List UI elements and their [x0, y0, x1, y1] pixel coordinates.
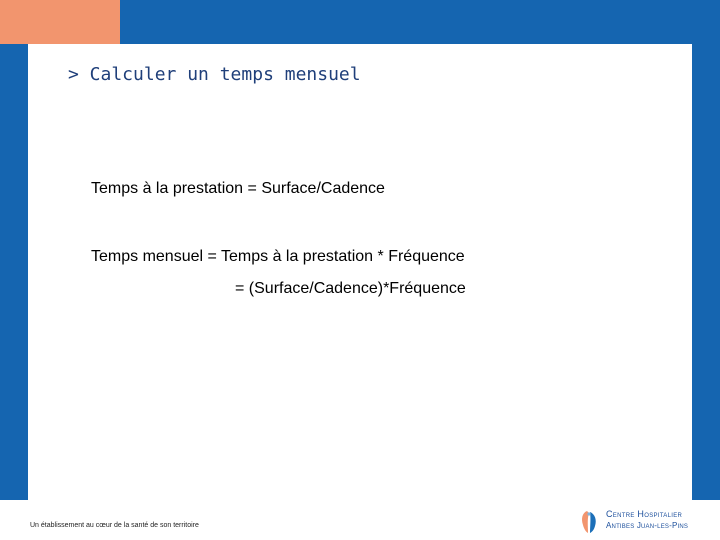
hospital-logo-icon: [578, 509, 600, 535]
footer: [0, 500, 720, 540]
formula-line-3: = (Surface/Cadence)*Fréquence: [235, 280, 466, 297]
hospital-logo: [578, 508, 718, 536]
formula-line-1: Temps à la prestation = Surface/Cadence: [91, 180, 385, 197]
slide-title: > Calculer un temps mensuel: [68, 64, 361, 85]
formula-line-2: Temps mensuel = Temps à la prestation * Fréquence: [91, 248, 465, 265]
slide-content: [28, 44, 692, 500]
corner-accent: [0, 0, 120, 44]
left-band: [0, 44, 28, 500]
logo-line-1: Centre Hospitalier: [606, 509, 683, 519]
footer-tagline: Un établissement au cœur de la santé de son territoire: [30, 522, 199, 529]
top-band: [120, 0, 720, 44]
right-band: [692, 44, 720, 500]
logo-line-2: Antibes Juan-les-Pins: [606, 521, 689, 530]
